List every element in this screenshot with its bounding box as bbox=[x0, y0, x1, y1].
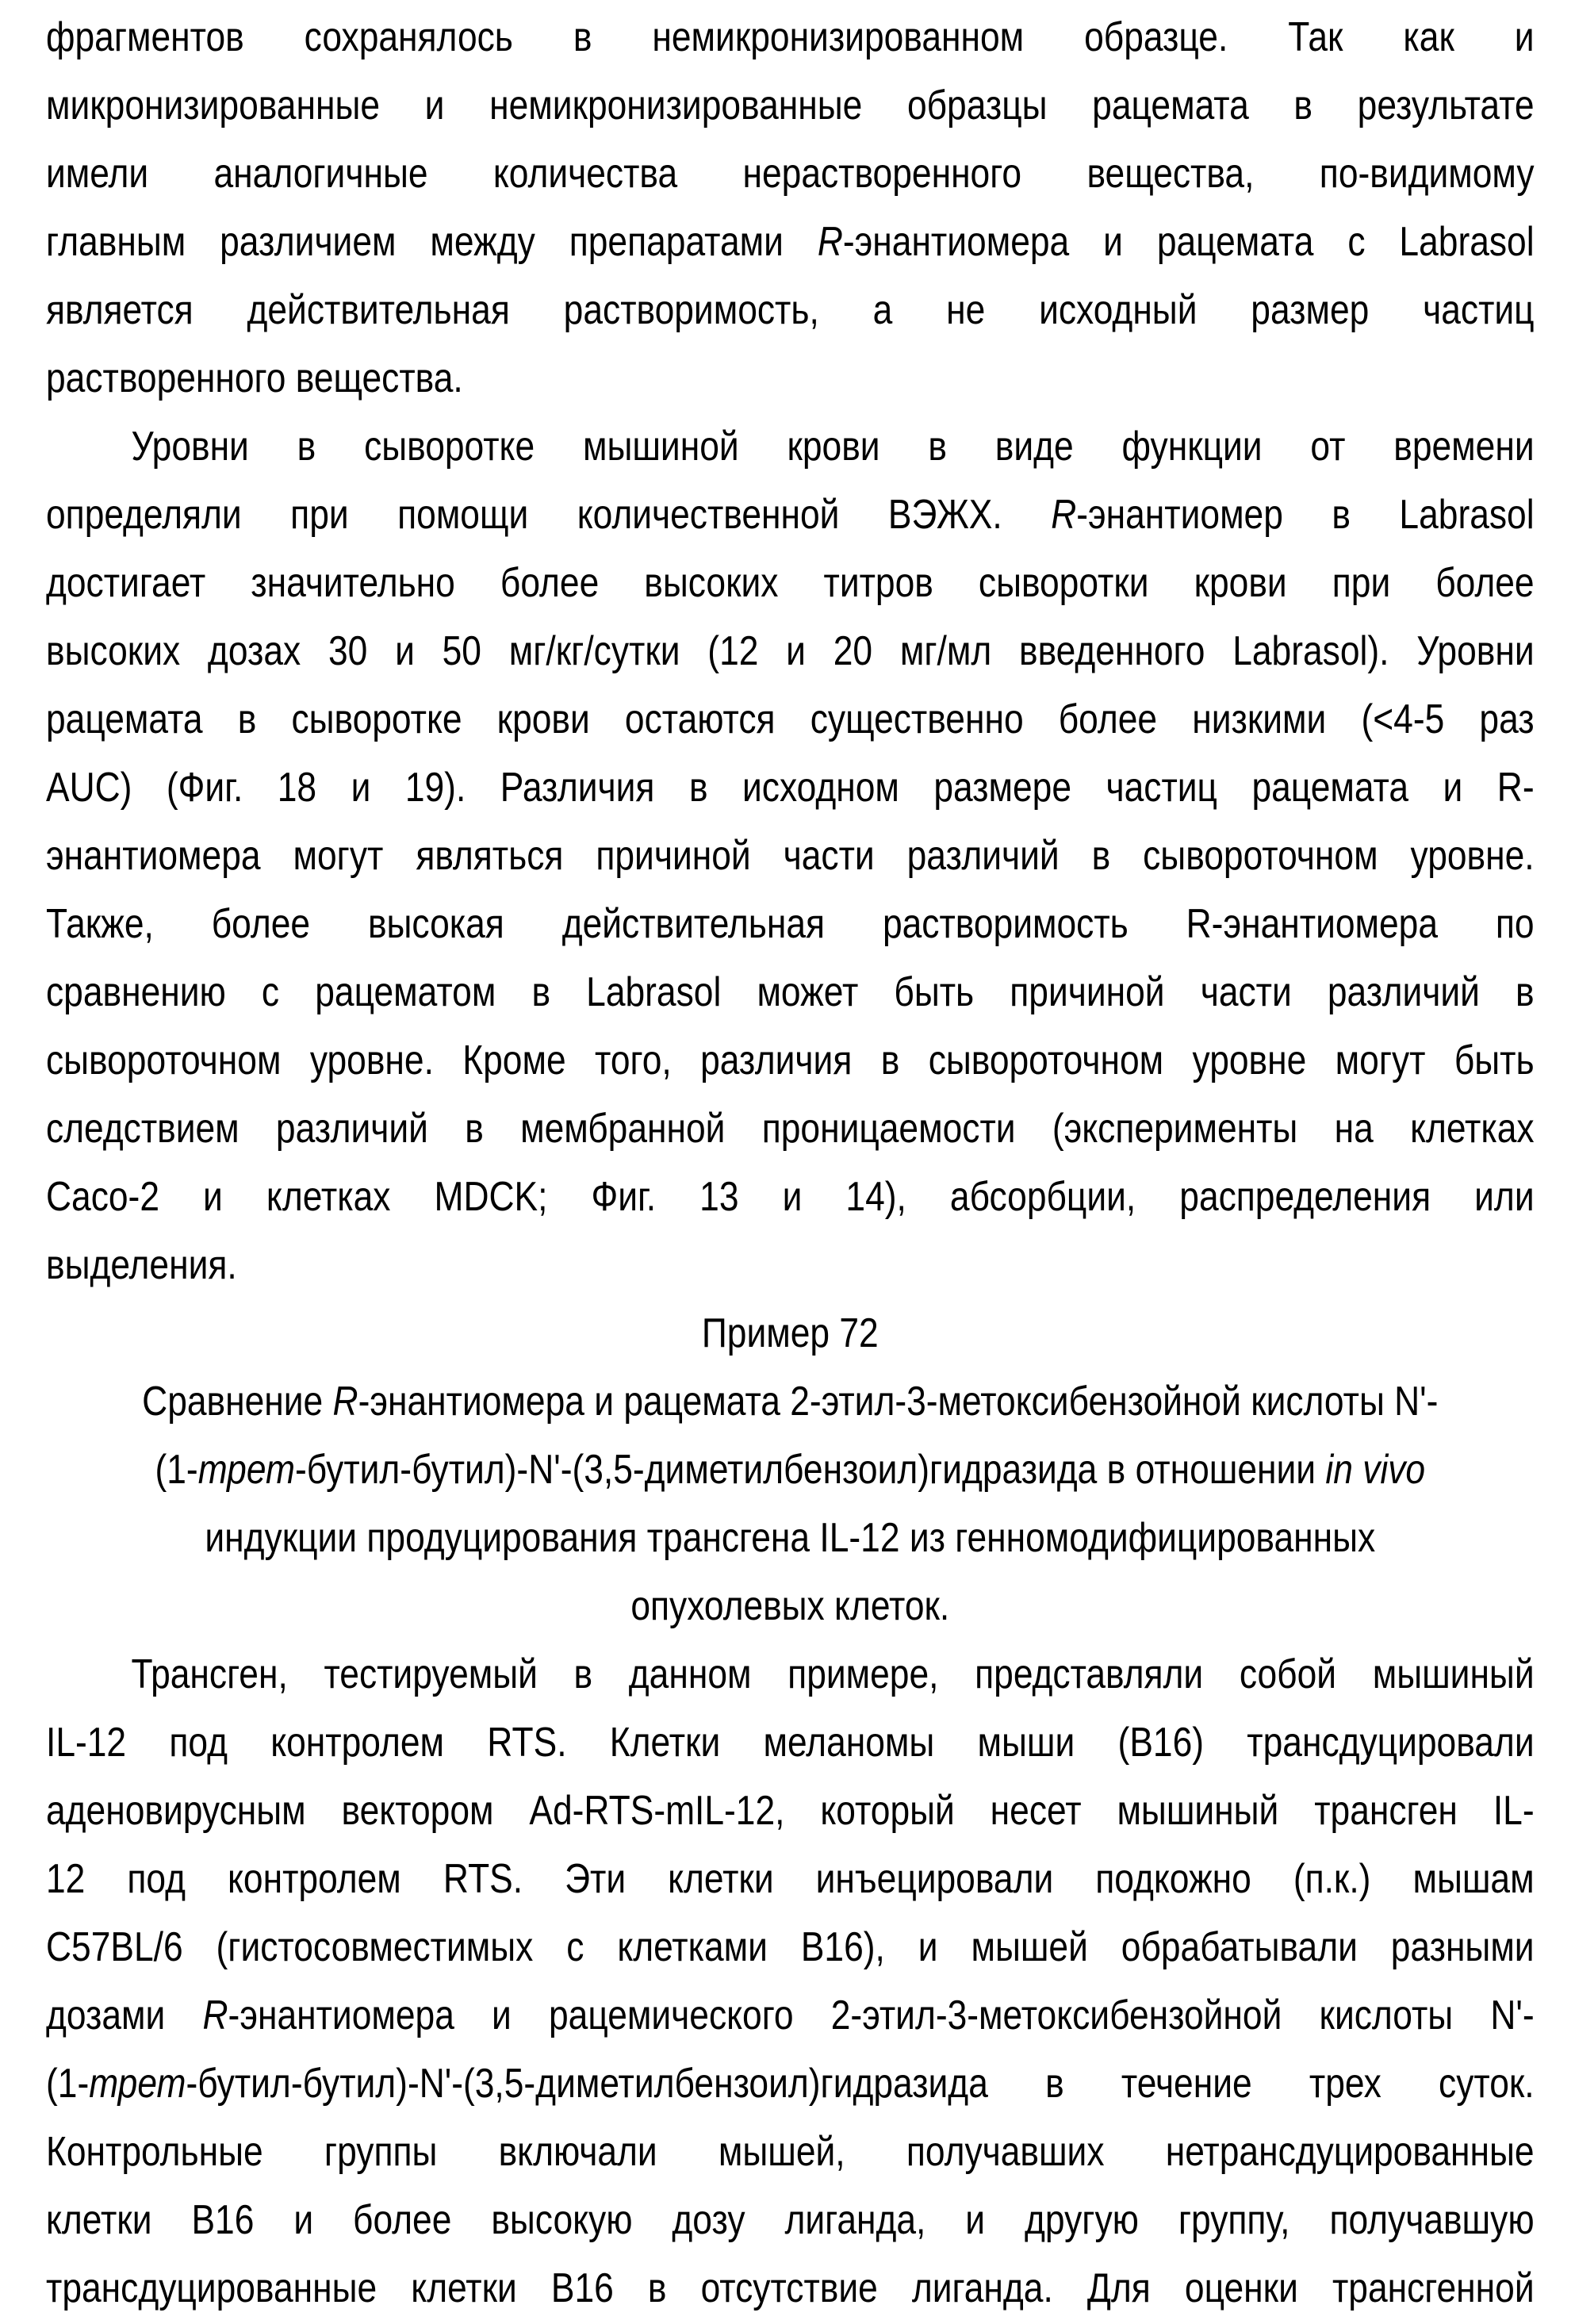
text-segment: клетки B16 и более высокую дозу лиганда, и другую группу, получавшую bbox=[46, 2197, 1535, 2243]
text-line-18 bbox=[46, 1163, 1535, 1231]
text-line-31 bbox=[46, 2050, 1535, 2118]
text-segment: -бутил-бутил)-N'-(3,5-диметилбензоил)гидразида в течение трех суток. bbox=[186, 2061, 1535, 2107]
text-segment: IL-12 под контролем RTS. Клетки меланомы мыши (B16) трансдуцировали bbox=[46, 1720, 1535, 1766]
italic-text-segment: R bbox=[202, 1992, 228, 2038]
text-segment: микронизированные и немикронизированные образцы рацемата в результате bbox=[46, 82, 1535, 128]
document-text-block bbox=[46, 3, 1535, 2322]
text-segment: является действительная растворимость, а не исходный размер частиц bbox=[46, 287, 1535, 333]
text-line-2 bbox=[46, 71, 1535, 140]
text-segment: (1- bbox=[46, 2061, 90, 2107]
text-line-11 bbox=[46, 685, 1535, 754]
text-segment: сывороточном уровне. Кроме того, различия в сывороточном уровне могут быть bbox=[46, 1037, 1535, 1083]
text-segment: индукции продуцирования трансгена IL-12 из генномодифицированных bbox=[205, 1515, 1376, 1561]
text-segment: трансдуцированные клетки B16 в отсутствие лиганда. Для оценки трансгенной bbox=[46, 2265, 1535, 2311]
text-segment: определяли при помощи количественной ВЭЖХ. bbox=[46, 492, 1052, 538]
text-line-26 bbox=[46, 1708, 1535, 1777]
text-segment: энантиомера могут являться причиной части различий в сывороточном уровне. bbox=[46, 833, 1535, 879]
text-line-28 bbox=[46, 1845, 1535, 1913]
text-segment: Сравнение bbox=[142, 1379, 333, 1425]
text-segment: сравнению с рацематом в Labrasol может быть причиной части различий в bbox=[46, 969, 1535, 1015]
text-line-23 bbox=[46, 1504, 1535, 1572]
text-line-12 bbox=[46, 754, 1535, 822]
text-segment: Уровни в сыворотке мышиной крови в виде функции от времени bbox=[131, 424, 1535, 470]
text-segment: C57BL/6 (гистосовместимых с клетками B16), и мышей обрабатывали разными bbox=[46, 1924, 1535, 1970]
text-segment: выделения. bbox=[46, 1242, 237, 1288]
text-line-24 bbox=[46, 1572, 1535, 1640]
text-line-7 bbox=[46, 412, 1535, 481]
text-line-27 bbox=[46, 1777, 1535, 1845]
italic-text-segment: in vivo bbox=[1325, 1447, 1426, 1493]
text-segment: фрагментов сохранялось в немикронизированном образце. Так как и bbox=[46, 14, 1535, 60]
text-line-34 bbox=[46, 2254, 1535, 2322]
text-line-29 bbox=[46, 1913, 1535, 1981]
text-segment: Также, более высокая действительная растворимость R-энантиомера по bbox=[46, 901, 1535, 947]
text-line-6 bbox=[46, 344, 1535, 412]
text-segment: -энантиомер в Labrasol bbox=[1076, 492, 1535, 538]
example-heading bbox=[46, 1299, 1535, 1367]
text-line-17 bbox=[46, 1095, 1535, 1163]
text-line-25 bbox=[46, 1640, 1535, 1708]
text-segment: (1- bbox=[155, 1447, 198, 1493]
text-segment: следствием различий в мембранной проницаемости (эксперименты на клетках bbox=[46, 1106, 1535, 1152]
text-segment: Пример 72 bbox=[701, 1310, 879, 1356]
text-line-19 bbox=[46, 1231, 1535, 1299]
text-line-15 bbox=[46, 958, 1535, 1026]
text-segment: дозами bbox=[46, 1992, 203, 2038]
text-segment: -энантиомера и рацемата с Labrasol bbox=[842, 219, 1535, 265]
text-segment: -бутил-бутил)-N'-(3,5-диметилбензоил)гидразида в отношении bbox=[294, 1447, 1326, 1493]
text-segment: высоких дозах 30 и 50 мг/кг/сутки (12 и 20 мг/мл введенного Labrasol). Уровни bbox=[46, 628, 1535, 674]
text-line-30 bbox=[46, 1981, 1535, 2050]
italic-text-segment: трет bbox=[89, 2061, 186, 2107]
text-segment: достигает значительно более высоких титров сыворотки крови при более bbox=[46, 560, 1535, 606]
text-segment: Трансген, тестируемый в данном примере, представляли собой мышиный bbox=[131, 1651, 1535, 1697]
text-line-8 bbox=[46, 481, 1535, 549]
text-line-13 bbox=[46, 822, 1535, 890]
text-segment: -энантиомера и рацемата 2-этил-3-метоксибензойной кислоты N'- bbox=[358, 1379, 1439, 1425]
text-line-1 bbox=[46, 3, 1535, 71]
italic-text-segment: трет bbox=[197, 1447, 295, 1493]
text-segment: Caco-2 и клетках MDCK; Фиг. 13 и 14), абсорбции, распределения или bbox=[46, 1174, 1535, 1220]
text-line-9 bbox=[46, 549, 1535, 617]
italic-text-segment: R bbox=[1051, 492, 1077, 538]
text-line-16 bbox=[46, 1026, 1535, 1095]
text-line-33 bbox=[46, 2186, 1535, 2254]
text-line-14 bbox=[46, 890, 1535, 958]
text-line-5 bbox=[46, 276, 1535, 344]
text-line-32 bbox=[46, 2118, 1535, 2186]
text-line-10 bbox=[46, 617, 1535, 685]
text-segment: AUC) (Фиг. 18 и 19). Различия в исходном размере частиц рацемата и R- bbox=[46, 765, 1535, 811]
text-segment: 12 под контролем RTS. Эти клетки инъецировали подкожно (п.к.) мышам bbox=[46, 1856, 1535, 1902]
text-segment: главным различием между препаратами bbox=[46, 219, 818, 265]
text-segment: рацемата в сыворотке крови остаются существенно более низкими (<4-5 раз bbox=[46, 696, 1535, 742]
text-line-3 bbox=[46, 140, 1535, 208]
text-segment: аденовирусным вектором Ad-RTS-mIL-12, который несет мышиный трансген IL- bbox=[46, 1788, 1535, 1834]
text-line-22 bbox=[46, 1436, 1535, 1504]
italic-text-segment: R bbox=[332, 1379, 358, 1425]
text-segment: растворенного вещества. bbox=[46, 355, 463, 401]
text-segment: Контрольные группы включали мышей, получавших нетрансдуцированные bbox=[46, 2129, 1535, 2175]
text-line-4 bbox=[46, 208, 1535, 276]
italic-text-segment: R bbox=[817, 219, 843, 265]
text-line-21 bbox=[46, 1367, 1535, 1436]
text-segment: имели аналогичные количества нерастворенного вещества, по-видимому bbox=[46, 151, 1535, 197]
text-segment: -энантиомера и рацемического 2-этил-3-метоксибензойной кислоты N'- bbox=[228, 1992, 1535, 2038]
text-segment: опухолевых клеток. bbox=[630, 1583, 950, 1629]
